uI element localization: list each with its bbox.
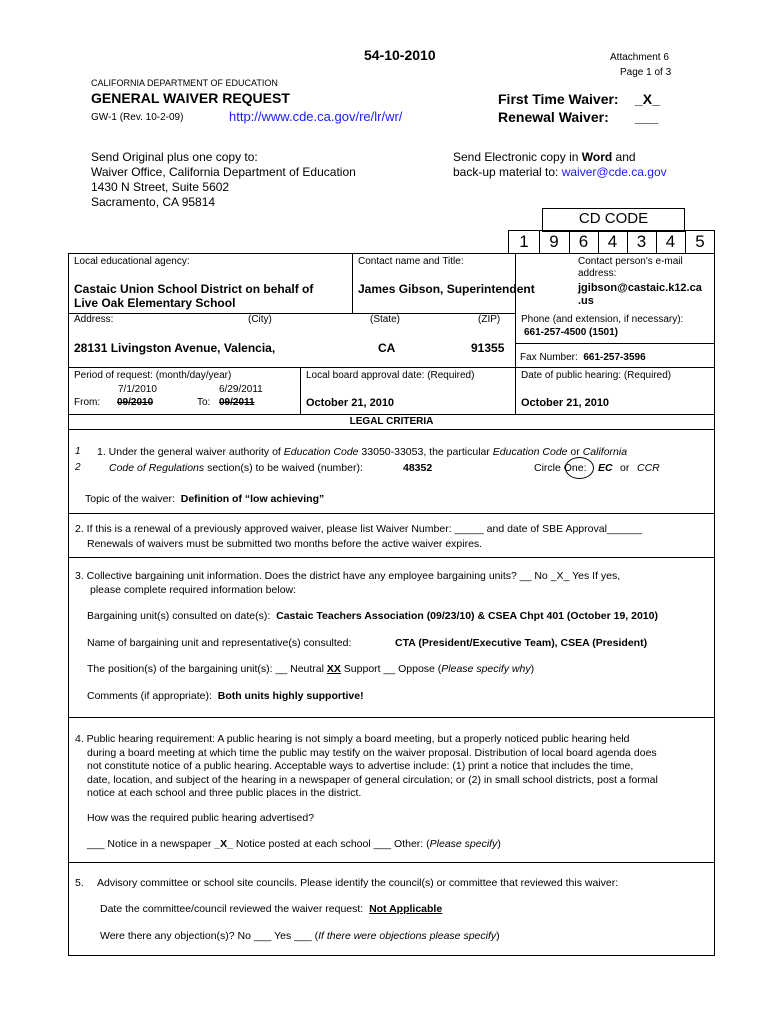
department-label: CALIFORNIA DEPARTMENT OF EDUCATION — [91, 78, 278, 88]
cd-code-digit: 4 — [665, 232, 676, 251]
line-number: 1 — [75, 446, 81, 457]
contact-label: Contact name and Title: — [358, 256, 464, 267]
item4-line: date, location, and subject of the hearing in a newspaper of general circulation; or (2) in small school districts, post a formal — [87, 773, 658, 786]
word-format: Word — [581, 150, 613, 164]
send-line: 1430 N Street, Suite 5602 — [91, 180, 230, 194]
ccr-option[interactable]: CCR — [637, 462, 660, 474]
send-electronic — [453, 150, 667, 180]
email-label-line: address: — [578, 268, 617, 279]
line-number: 2 — [75, 462, 81, 473]
committee-value: Not Applicable — [369, 903, 443, 915]
cd-code-digit: 5 — [695, 232, 705, 251]
advertised-question: How was the required public hearing advertised? — [87, 812, 315, 824]
or-text: or — [620, 462, 630, 474]
attachment-label: Attachment 6 — [610, 52, 669, 63]
item1-code: Code of Regulations — [109, 462, 205, 474]
phone-value: 661-257-4500 (1501) — [524, 327, 618, 338]
legal-criteria-heading: LEGAL CRITERIA — [349, 416, 434, 427]
lea-value — [74, 282, 313, 310]
position-text: ) — [530, 663, 535, 675]
item1-text: or — [567, 446, 583, 458]
cd-code-digit: 6 — [578, 232, 589, 251]
lea-value-line: Castaic Union School District on behalf of — [74, 282, 314, 296]
objection-row — [100, 930, 500, 942]
hearing-label: Date of public hearing: (Required) — [521, 370, 672, 381]
bargaining-units-label: Bargaining unit(s) consulted on date(s): — [87, 610, 271, 622]
comments-value: Both units highly supportive! — [217, 690, 364, 702]
lea-label: Local educational agency: — [74, 256, 190, 267]
item1-text: 1. Under the general waiver authority of — [97, 446, 284, 458]
period-to-new: 6/29/2011 — [219, 384, 263, 395]
fax-label: Fax Number: — [520, 352, 578, 363]
board-approval-value: October 21, 2010 — [306, 397, 395, 409]
first-time-waiver-label: First Time Waiver: — [498, 91, 619, 107]
item1-text: section(s) to be waived (number): — [204, 462, 363, 474]
waiver-email-link[interactable]: waiver@cde.ca.gov — [561, 165, 667, 179]
address-value: 28131 Livingston Avenue, Valencia, — [74, 341, 276, 355]
contact-value: James Gibson, Superintendent — [358, 282, 535, 296]
bargaining-units-value: Castaic Teachers Association (09/23/10) & CSEA Chpt 401 (October 19, 2010) — [276, 610, 658, 622]
item1-code: Education Code — [283, 446, 359, 458]
cd-code-digit: 4 — [607, 232, 618, 251]
state-value: CA — [378, 341, 396, 355]
email-label-line: Contact person's e-mail — [578, 256, 683, 267]
position-text: Support __ Oppose ( — [340, 663, 442, 675]
form-id: GW-1 (Rev. 10-2-09) — [91, 112, 184, 123]
comments-label: Comments (if appropriate): — [87, 690, 212, 702]
item4-line: during a board meeting at which time the public may testify on the waiver proposal. Distribution of local board agenda does — [87, 746, 657, 759]
city-label: (City) — [248, 314, 272, 325]
position-text: The position(s) of the bargaining unit(s): __ Neutral — [87, 663, 327, 675]
notice-row — [87, 838, 501, 850]
bargaining-units-row — [87, 610, 658, 622]
send-line: Send Original plus one copy to: — [91, 150, 258, 164]
board-approval-label: Local board approval date: (Required) — [306, 370, 475, 381]
item5-number: 5. — [75, 877, 84, 889]
period-from-new: 7/1/2010 — [118, 384, 157, 395]
send-electronic-suffix: and — [612, 150, 636, 164]
fax-row — [520, 352, 646, 363]
objection-italic: If there were objections please specify — [318, 930, 497, 942]
notice-italic: Please specify — [429, 838, 498, 850]
state-label: (State) — [370, 314, 401, 325]
email-label — [578, 256, 683, 280]
send-original-address — [91, 150, 356, 210]
support-mark: XX — [326, 663, 341, 675]
item1-code: Education Code — [492, 446, 568, 458]
notice-text: ) — [497, 838, 501, 850]
position-row — [87, 663, 534, 675]
cd-code-digit: 9 — [549, 232, 559, 251]
item1-line2 — [109, 462, 363, 474]
item1-line1 — [97, 446, 627, 458]
ec-option[interactable]: EC — [598, 462, 613, 474]
renewal-waiver-label: Renewal Waiver: — [498, 109, 609, 125]
committee-label: Date the committee/council reviewed the waiver request: — [100, 903, 364, 915]
item4-line: not constitute notice of a public hearing. Acceptable ways to advertise include: (1) print a notice that includes the time, — [87, 760, 634, 772]
email-value-line: jgibson@castaic.k12.ca — [578, 282, 702, 294]
item3-line2: please complete required information below: — [90, 584, 297, 596]
period-to-old: 09/2011 — [219, 397, 255, 408]
item2-line2: Renewals of waivers must be submitted two months before the active waiver expires. — [87, 538, 483, 550]
send-electronic-text: Send Electronic copy in — [453, 150, 582, 164]
section-number: 48352 — [403, 462, 433, 474]
circle-mark-icon — [565, 457, 594, 479]
phone-label: Phone (and extension, if necessary): — [521, 314, 684, 325]
send-line: Sacramento, CA 95814 — [91, 195, 216, 209]
item1-code: California — [582, 446, 628, 458]
waiver-url-link[interactable]: http://www.cde.ca.gov/re/lr/wr/ — [229, 109, 403, 124]
email-value — [578, 282, 702, 308]
cd-code-digit: 1 — [519, 232, 529, 251]
objection-text: ) — [496, 930, 500, 942]
zip-label: (ZIP) — [478, 314, 501, 325]
period-label: Period of request: (month/day/year) — [74, 370, 232, 381]
representative-label: Name of bargaining unit and representative(s) consulted: — [87, 637, 352, 649]
circle-one-label: Circle One: — [534, 462, 587, 474]
notice-school-mark: _X_ — [214, 838, 233, 850]
from-label: From: — [74, 397, 101, 408]
renewal-waiver-value: ___ — [635, 109, 659, 125]
to-label: To: — [197, 397, 211, 408]
cd-code-label: CD CODE — [578, 210, 649, 227]
hearing-value: October 21, 2010 — [521, 397, 610, 409]
period-from-old: 09/2010 — [117, 397, 154, 408]
topic-value: Definition of “low achieving” — [180, 493, 325, 505]
item4-text — [75, 733, 658, 801]
zip-value: 91355 — [471, 341, 505, 355]
form-title: GENERAL WAIVER REQUEST — [91, 90, 290, 106]
item1-text: 33050-33053, the particular — [358, 446, 493, 458]
fax-value: 661-257-3596 — [583, 352, 646, 363]
committee-row — [100, 903, 442, 915]
lea-value-line: Live Oak Elementary School — [74, 296, 236, 310]
topic-label: Topic of the waiver: — [85, 493, 175, 505]
item5-text: Advisory committee or school site councils. Please identify the council(s) or committee that reviewed this waiver: — [97, 877, 619, 889]
position-italic: Please specify why — [441, 663, 531, 675]
notice-text: Notice posted at each school ___ Other: ( — [232, 838, 430, 850]
backup-text: back-up material to: — [453, 165, 562, 179]
item4-line: 4. Public hearing requirement: A public hearing is not simply a board meeting, but a properly noticed public hearing held — [75, 733, 630, 745]
cd-code-digit: 3 — [636, 232, 647, 251]
notice-text: ___ Notice in a newspaper — [87, 838, 215, 850]
address-label: Address: — [74, 314, 114, 325]
email-value-line: .us — [578, 295, 594, 307]
page-label: Page 1 of 3 — [620, 67, 672, 78]
representative-value: CTA (President/Executive Team), CSEA (President) — [395, 637, 648, 649]
comments-row — [87, 690, 364, 702]
item4-line: notice at each school and three public places in the district. — [87, 787, 362, 799]
send-line: Waiver Office, California Department of Education — [91, 165, 356, 179]
first-time-waiver-value: _X_ — [635, 91, 660, 107]
topic-row — [85, 493, 324, 505]
objection-text: Were there any objection(s)? No ___ Yes ___ ( — [100, 930, 319, 942]
document-number: 54-10-2010 — [364, 47, 436, 63]
item3-line1: 3. Collective bargaining unit information. Does the district have any employee bargaining units? __ No _X_ Yes If yes, — [75, 570, 621, 582]
item2-line1: 2. If this is a renewal of a previously approved waiver, please list Waiver Number: _____ and date of SBE Approval______ — [75, 523, 642, 535]
